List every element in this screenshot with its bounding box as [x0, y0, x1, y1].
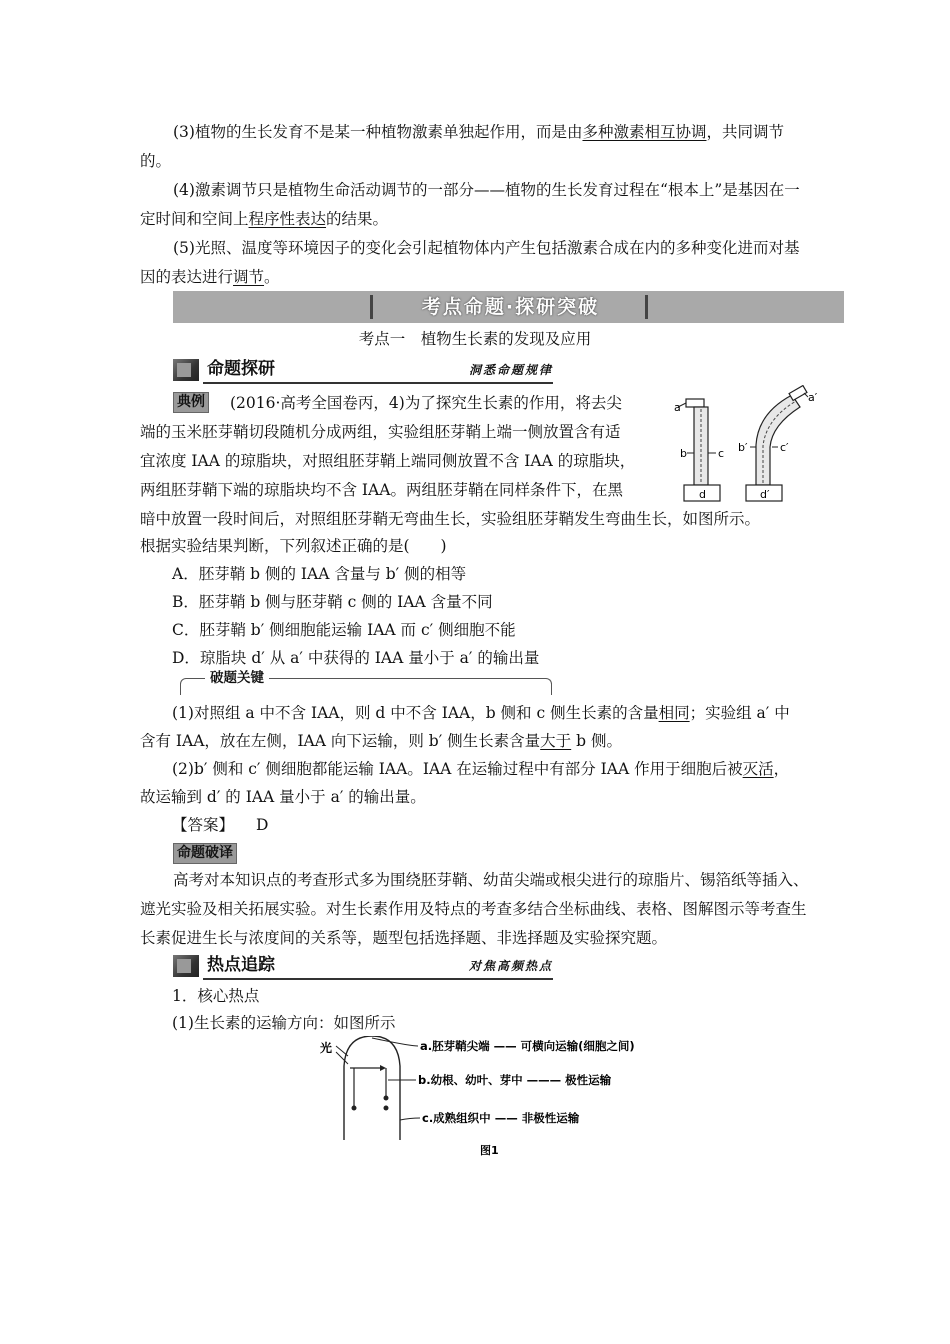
polar-arrow-left-dot	[352, 1106, 357, 1111]
key2-text: (2)b′ 侧和 c′ 侧细胞都能运输 IAA。IAA 在运输过程中有部分 IAA 作用于细胞后被	[172, 760, 743, 778]
label-a2: a′	[808, 391, 818, 404]
key1-text-b: ；实验组 a′ 中	[689, 704, 790, 722]
key-label: 破题关键	[205, 668, 269, 688]
answer-line	[172, 814, 268, 836]
section-title: 命题探研	[207, 359, 275, 379]
label-c2: c′	[780, 441, 789, 454]
example-line-5: 暗中放置一段时间后，对照组胚芽鞘无弯曲生长，实验组胚芽鞘发生弯曲生长，如图所示。	[140, 510, 761, 528]
leader-a	[372, 1038, 418, 1046]
lateral-arrow-head	[380, 1065, 386, 1071]
label-c: c	[718, 447, 725, 460]
topic-title: 考点一 植物生长素的发现及应用	[358, 330, 592, 348]
polar-arrow-right-dot	[384, 1096, 389, 1101]
key-line-3	[172, 758, 789, 780]
hot-heading-1: 1．核心热点	[172, 987, 260, 1005]
option-a: A．胚芽鞘 b 侧的 IAA 含量与 b′ 侧的相等	[172, 565, 467, 583]
section-subtitle: 对焦高频热点	[468, 959, 553, 973]
paragraph-3	[140, 118, 812, 176]
figure-label-b: b.幼根、幼叶、芽中 ——— 极性运输	[418, 1073, 612, 1087]
key-line-1	[172, 702, 790, 724]
p5-underline: 调节	[233, 268, 265, 286]
label-d: d	[699, 488, 706, 501]
section-header-mingti	[173, 359, 553, 381]
banner-bar-right	[645, 295, 648, 319]
key2-text-b: ，	[773, 760, 790, 778]
figure-label-a: a.胚芽鞘尖端 —— 可横向运输(细胞之间)	[420, 1039, 635, 1053]
p3-text-end: ，共同调节的。	[140, 123, 784, 170]
p4-text: (4)激素调节只是植物生命活动调节的一部分——植物的生长发育过程在“根本上”是基因在一定时间和空间上	[140, 181, 800, 228]
label-b: b	[680, 447, 687, 460]
hot-heading-2: (1)生长素的运输方向：如图所示	[172, 1014, 396, 1032]
p5-text-end: 。	[264, 268, 280, 286]
label-b2: b′	[738, 441, 748, 454]
section-header-redian	[173, 955, 553, 977]
key-line-2	[140, 730, 622, 752]
label-a: a	[674, 401, 681, 414]
header-square-inner	[177, 363, 191, 377]
key1-underline-2: 大于	[540, 732, 572, 750]
example-line-4: 两组胚芽鞘下端的琼脂块均不含 IAA。两组胚芽鞘在同样条件下，在黑	[140, 481, 623, 499]
p4-text-end: 的结果。	[326, 210, 389, 228]
key2-underline: 灭活	[742, 760, 774, 778]
example-line-1: (2016·高考全国卷丙，4)为了探究生长素的作用，将去尖	[230, 394, 622, 412]
example-line-3: 宜浓度 IAA 的琼脂块，对照组胚芽鞘上端同侧放置不含 IAA 的琼脂块，	[140, 452, 636, 470]
key1-underline-1: 相同	[658, 704, 690, 722]
key1-text: (1)对照组 a 中不含 IAA，则 d 中不含 IAA，b 侧和 c 侧生长素的含量	[172, 704, 659, 722]
key-box	[180, 670, 552, 695]
leader-c	[400, 1118, 420, 1120]
auxin-transport-figure	[310, 1036, 680, 1158]
option-b: B．胚芽鞘 b 侧与胚芽鞘 c 侧的 IAA 含量不同	[172, 593, 493, 611]
header-square-inner	[177, 959, 191, 973]
section-rule	[203, 382, 553, 384]
key1-text-c: 含有 IAA，放在左侧，IAA 向下运输，则 b′ 侧生长素含量	[140, 732, 541, 750]
example-tag: 典例	[173, 392, 209, 413]
p3-text: (3)植物的生长发育不是某一种植物激素单独起作用，而是由	[173, 123, 583, 141]
interpret-tag: 命题破译	[173, 843, 237, 864]
example-line-6: 根据实验结果判断，下列叙述正确的是( )	[140, 537, 447, 555]
section-title: 热点追踪	[207, 955, 275, 975]
light-label: 光	[320, 1041, 333, 1055]
answer-label: 【答案】	[172, 816, 235, 834]
agar-block-a	[686, 399, 704, 407]
key-line-4: 故运输到 d′ 的 IAA 量小于 a′ 的输出量。	[140, 788, 426, 806]
banner-bar-left	[370, 295, 373, 319]
key1-text-d: b 侧。	[571, 732, 622, 750]
example-line-2: 端的玉米胚芽鞘切段随机分成两组，实验组胚芽鞘上端一侧放置含有适	[140, 423, 621, 441]
label-d2: d′	[760, 488, 770, 501]
section-subtitle: 洞悉命题规律	[468, 363, 553, 377]
figure-caption: 图1	[480, 1144, 499, 1157]
paragraph-5	[140, 234, 812, 292]
answer-value: D	[256, 816, 269, 834]
p5-text: (5)光照、温度等环境因子的变化会引起植物体内产生包括激素合成在内的多种变化进而对基因的表达进行	[140, 239, 800, 286]
option-c: C．胚芽鞘 b′ 侧细胞能运输 IAA 而 c′ 侧细胞不能	[172, 621, 516, 639]
coleoptile-figure	[672, 385, 822, 507]
banner-title: 考点命题·探研突破	[421, 296, 600, 318]
section-rule	[203, 978, 553, 980]
section-banner	[173, 291, 844, 323]
interpret-text: 高考对本知识点的考查形式多为围绕胚芽鞘、幼苗尖端或根尖进行的琼脂片、锡箔纸等插入、遮光实验及相关拓展实验。对生长素作用及特点的考查多结合坐标曲线、表格、图解图示等考查生长素促进生长与浓度间的关系等，题型包括选择题、非选择题及实验探究题。	[140, 871, 809, 947]
figure-label-c: c.成熟组织中 —— 非极性运输	[422, 1111, 580, 1125]
p3-underline: 多种激素相互协调	[582, 123, 707, 141]
option-d: D．琼脂块 d′ 从 a′ 中获得的 IAA 量小于 a′ 的输出量	[172, 649, 540, 667]
paragraph-4	[140, 176, 812, 234]
coleoptile-outline	[344, 1036, 400, 1140]
polar-arrow-right-dot-2	[384, 1106, 389, 1111]
p4-underline: 程序性表达	[248, 210, 327, 228]
